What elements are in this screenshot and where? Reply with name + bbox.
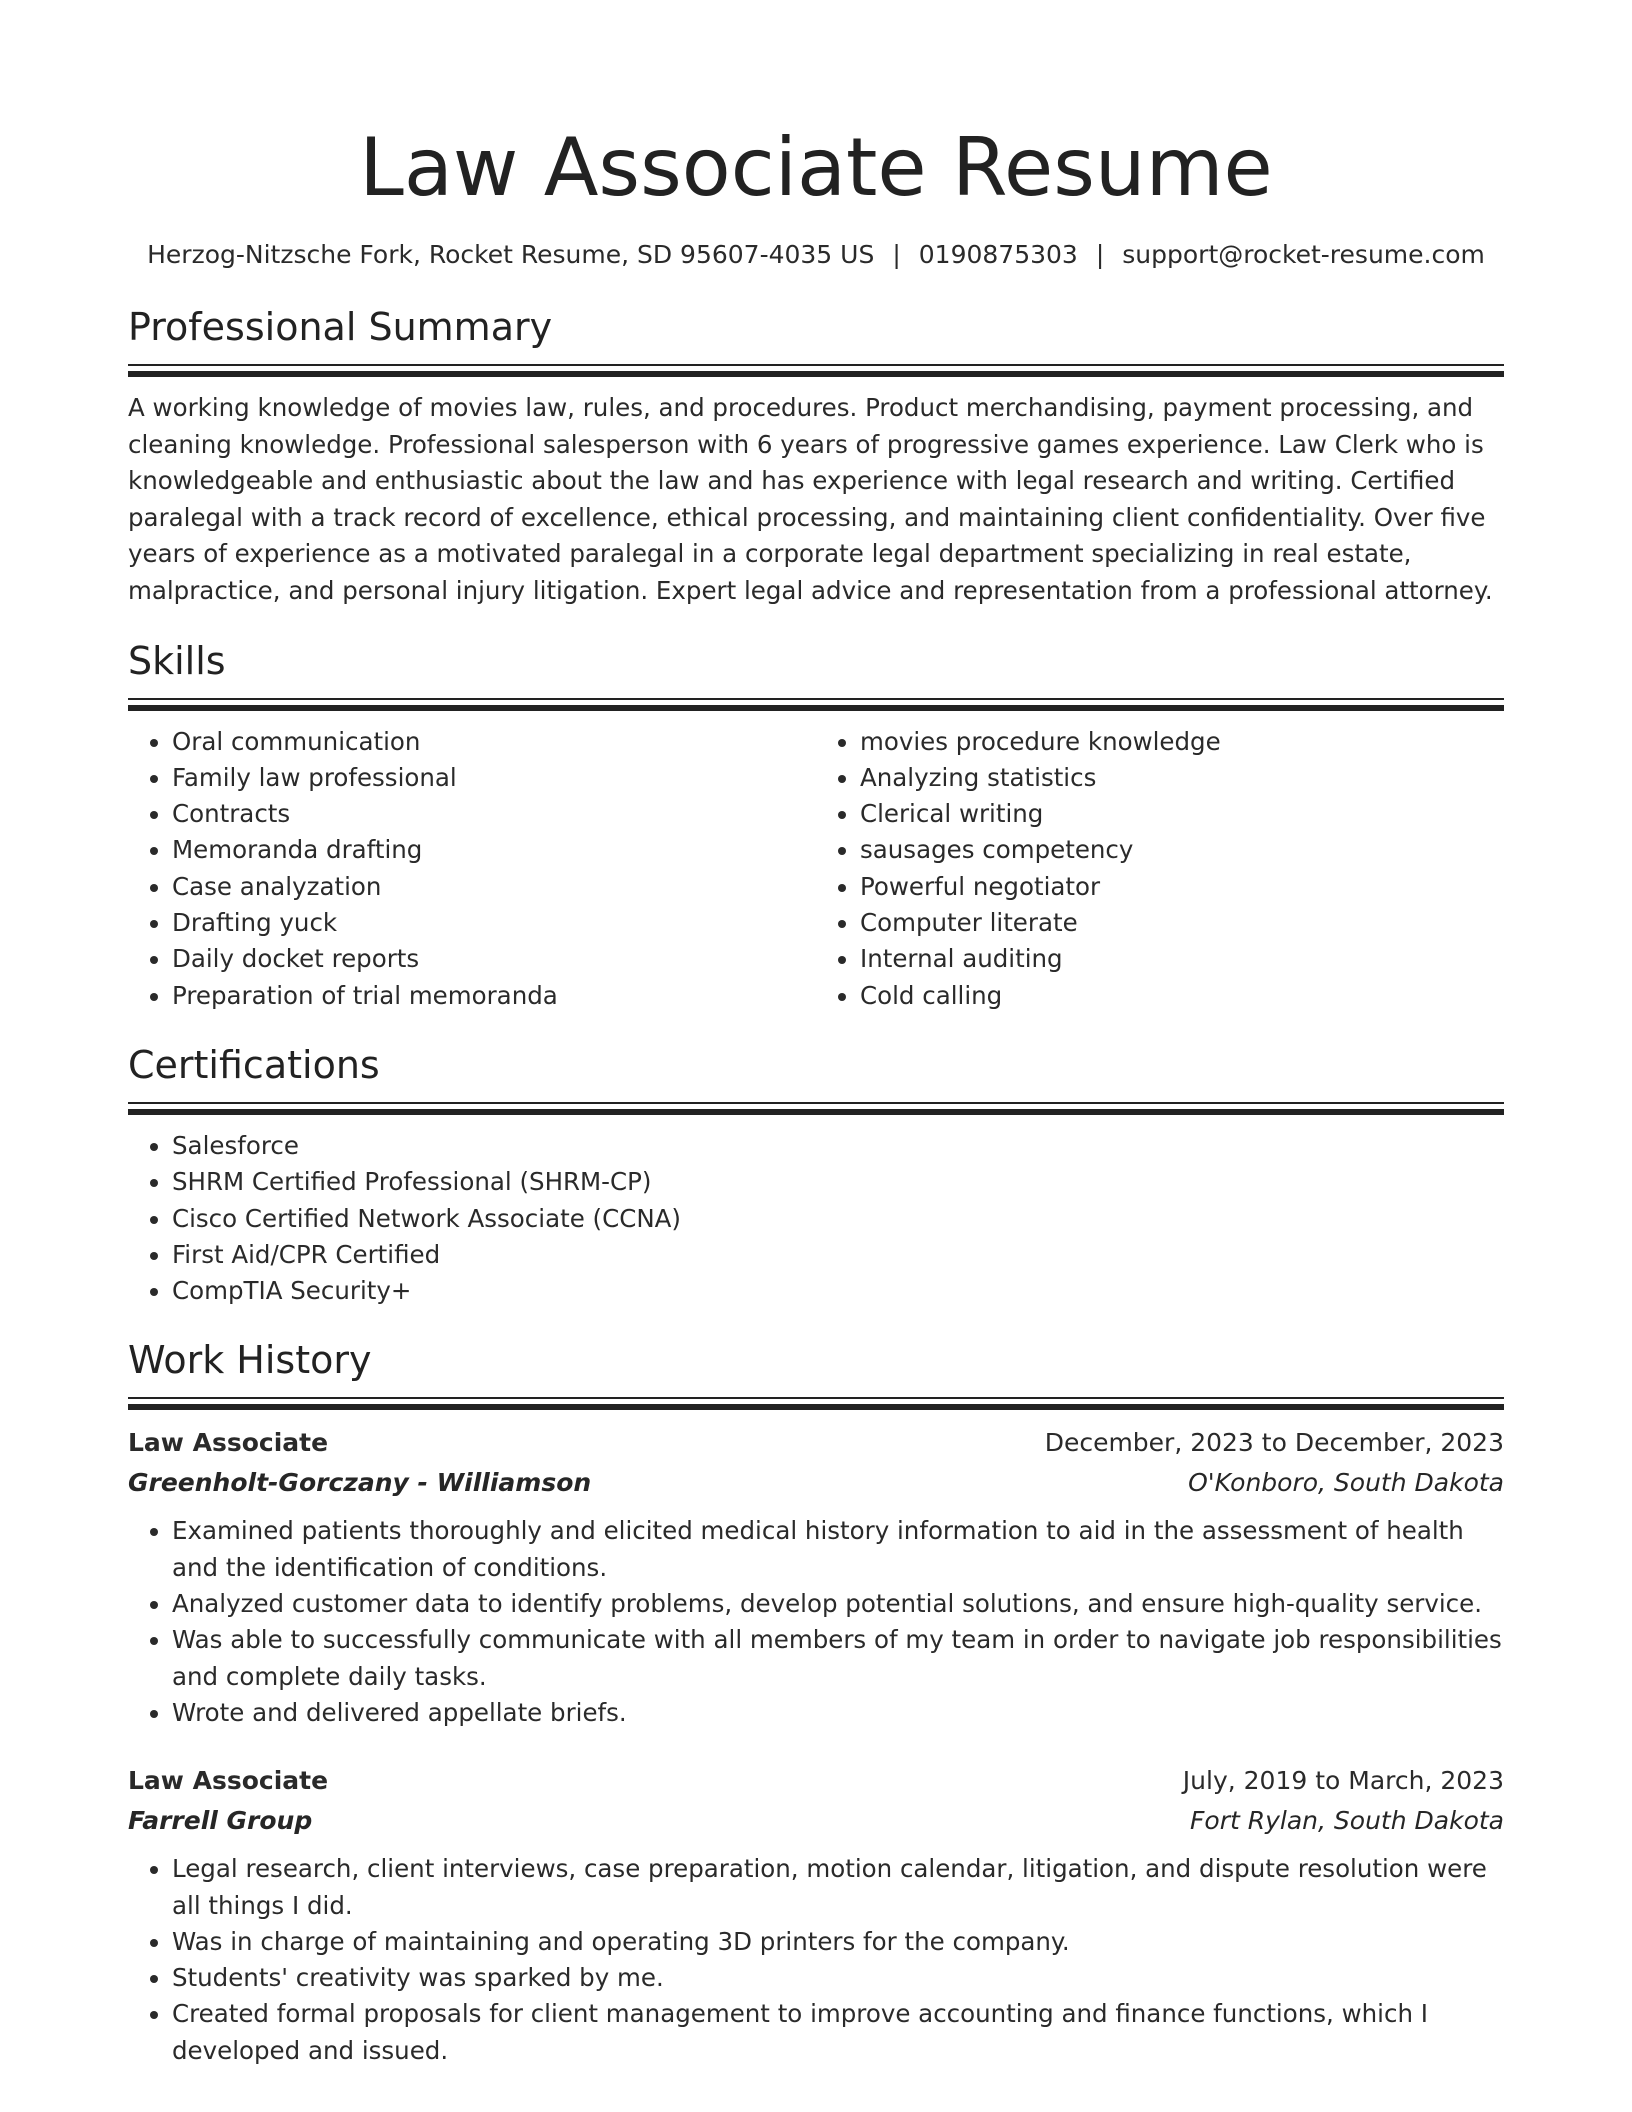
skill-item: • sausages competency bbox=[860, 832, 1504, 868]
summary-heading: Professional Summary bbox=[128, 305, 553, 349]
section-divider bbox=[128, 1397, 1504, 1409]
job-bullet: • Was able to successfully communicate with all members of my team in order to navigate job responsibilities and complete daily tasks. bbox=[172, 1622, 1504, 1695]
job-bullet: • Was in charge of maintaining and operating 3D printers for the company. bbox=[172, 1924, 1504, 1960]
skill-item: • Analyzing statistics bbox=[860, 760, 1504, 796]
certification-item: • First Aid/CPR Certified bbox=[172, 1237, 1504, 1273]
job-company: Farrell Group bbox=[128, 1806, 313, 1836]
job-bullet: • Students' creativity was sparked by me. bbox=[172, 1960, 1504, 1996]
job-dates: July, 2019 to March, 2023 bbox=[1182, 1766, 1504, 1796]
certification-item: • SHRM Certified Professional (SHRM-CP) bbox=[172, 1164, 1504, 1200]
skill-item: • Cold calling bbox=[860, 978, 1504, 1014]
certifications-heading: Certifications bbox=[128, 1042, 380, 1087]
contact-address: Herzog-Nitzsche Fork, Rocket Resume, SD 95607-4035 US bbox=[147, 240, 875, 269]
summary-text: A working knowledge of movies law, rules, and procedures. Product merchandising, payment processing, and cleaning knowledge. Professional salesperson with 6 years of progressive games experience. Law Clerk who is knowledgeable and enthusiastic about the law and has experience with legal research and writing. Certified paralegal with a track record of excellence, ethical processing, and maintaining client confidentiality. Over five years of experience as a motivated paralegal in a corporate legal department specializing in real estate, malpractice, and personal injury litigation. Expert legal advice and representation from a professional attorney. bbox=[128, 393, 1493, 605]
contact-line bbox=[128, 238, 1504, 272]
contact-email: support@rocket-resume.com bbox=[1122, 240, 1485, 269]
section-divider bbox=[128, 698, 1504, 710]
job-bullets bbox=[128, 1513, 1504, 1731]
skills-column-right bbox=[816, 724, 1504, 1014]
contact-separator: | bbox=[1095, 240, 1105, 269]
section-divider bbox=[128, 1102, 1504, 1114]
job-header-row bbox=[128, 1423, 1504, 1463]
skill-item: • Oral communication bbox=[172, 724, 816, 760]
skill-item: • movies procedure knowledge bbox=[860, 724, 1504, 760]
skill-item: • Preparation of trial memoranda bbox=[172, 978, 816, 1014]
skill-item: • Family law professional bbox=[172, 760, 816, 796]
resume-title: Law Associate Resume bbox=[359, 121, 1273, 214]
job-location: Fort Rylan, South Dakota bbox=[1190, 1806, 1504, 1836]
job-header-row bbox=[128, 1761, 1504, 1801]
job-company-row bbox=[128, 1801, 1504, 1841]
skills-heading: Skills bbox=[128, 638, 226, 683]
certifications-list bbox=[128, 1128, 1504, 1309]
work-history-heading: Work History bbox=[128, 1338, 372, 1383]
skill-item: • Clerical writing bbox=[860, 796, 1504, 832]
job-bullet: • Examined patients thoroughly and elicited medical history information to aid in the assessment of health and the identification of conditions. bbox=[172, 1513, 1504, 1586]
job-bullet: • Legal research, client interviews, case preparation, motion calendar, litigation, and dispute resolution were all things I did. bbox=[172, 1851, 1504, 1924]
skills-list-right bbox=[816, 724, 1504, 1014]
skill-item: • Daily docket reports bbox=[172, 941, 816, 977]
skills-column-left bbox=[128, 724, 816, 1014]
job-bullet: • Wrote and delivered appellate briefs. bbox=[172, 1695, 1504, 1731]
job-title: Law Associate bbox=[128, 1428, 329, 1458]
certification-item: • Salesforce bbox=[172, 1128, 1504, 1164]
job-title: Law Associate bbox=[128, 1766, 329, 1796]
summary-section bbox=[128, 302, 1504, 610]
skill-item: • Drafting yuck bbox=[172, 905, 816, 941]
job-entry bbox=[128, 1761, 1504, 2069]
skills-grid bbox=[128, 724, 1504, 1014]
skill-item: • Powerful negotiator bbox=[860, 869, 1504, 905]
job-company-row bbox=[128, 1463, 1504, 1503]
job-location: O'Konboro, South Dakota bbox=[1188, 1468, 1504, 1498]
work-history-section bbox=[128, 1335, 1504, 2069]
skill-item: • Computer literate bbox=[860, 905, 1504, 941]
job-bullet: • Analyzed customer data to identify problems, develop potential solutions, and ensure high-quality service. bbox=[172, 1586, 1504, 1622]
section-divider bbox=[128, 364, 1504, 376]
contact-separator: | bbox=[892, 240, 901, 269]
job-company: Greenholt-Gorczany - Williamson bbox=[128, 1468, 592, 1498]
contact-phone: 0190875303 bbox=[918, 240, 1078, 269]
skill-item: • Internal auditing bbox=[860, 941, 1504, 977]
certification-item: • Cisco Certified Network Associate (CCNA) bbox=[172, 1201, 1504, 1237]
job-bullet: • Created formal proposals for client management to improve accounting and finance functions, which I developed and issued. bbox=[172, 1996, 1504, 2069]
skill-item: • Contracts bbox=[172, 796, 816, 832]
skill-item: • Case analyzation bbox=[172, 869, 816, 905]
job-dates: December, 2023 to December, 2023 bbox=[1044, 1428, 1504, 1458]
skills-section bbox=[128, 636, 1504, 1014]
certification-item: • CompTIA Security+ bbox=[172, 1273, 1504, 1309]
skills-list-left bbox=[128, 724, 816, 1014]
job-entry bbox=[128, 1423, 1504, 1731]
skill-item: • Memoranda drafting bbox=[172, 832, 816, 868]
job-bullets bbox=[128, 1851, 1504, 2069]
certifications-section bbox=[128, 1040, 1504, 1309]
